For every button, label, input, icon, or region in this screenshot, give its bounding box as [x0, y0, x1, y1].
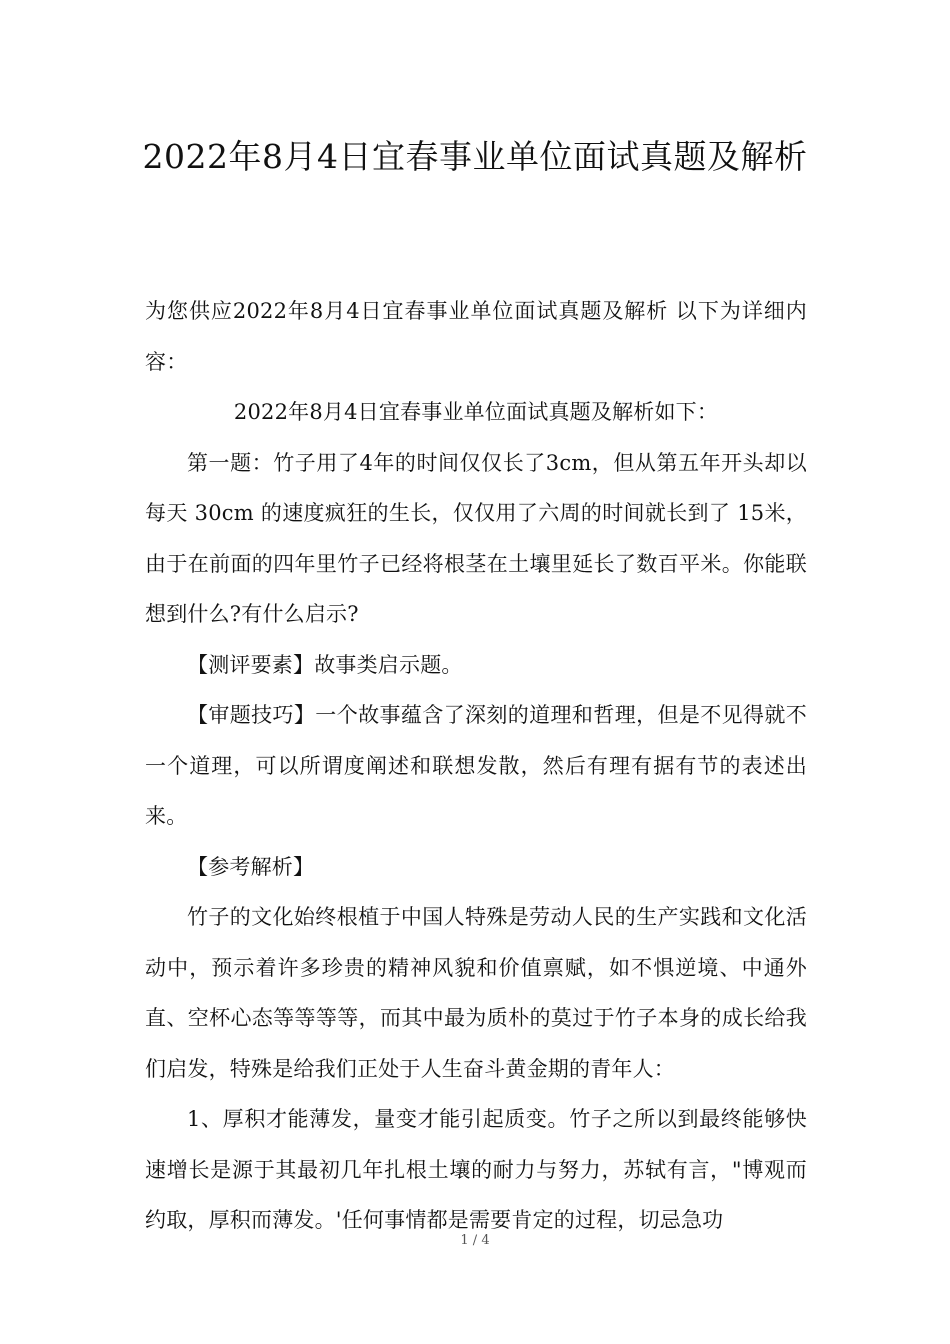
question-paragraph: 第一题：竹子用了4年的时间仅仅长了3cm，但从第五年开头却以每天 30cm 的速度疯狂的生长，仅仅用了六周的时间就长到了 15米，由于在前面的四年里竹子已经将根茎在土壤里延长了数百平米。你能联想到什么?有什么启示? — [145, 450, 807, 626]
intro-paragraph: 为您供应2022年8月4日宜春事业单位面试真题及解析 以下为详细内容： — [145, 299, 807, 374]
technique-paragraph: 【审题技巧】一个故事蕴含了深刻的道理和哲理，但是不见得就不一个道理，可以所谓度阐述和联想发散，然后有理有据有节的表述出来。 — [145, 703, 807, 828]
subheading-paragraph: 2022年8月4日宜春事业单位面试真题及解析如下： — [233, 400, 719, 424]
reference-heading: 【参考解析】 — [187, 854, 315, 879]
document-title: 2022年8月4日宜春事业单位面试真题及解析 — [142, 137, 808, 176]
evaluation-paragraph: 【测评要素】故事类启示题。 — [187, 652, 463, 677]
document-body — [145, 286, 807, 1246]
page-number: 1 / 4 — [460, 1233, 490, 1248]
point-one-paragraph: 1、厚积才能薄发，量变才能引起质变。竹子之所以到最终能够快速增长是源于其最初几年扎根土壤的耐力与努力，苏轼有言，"博观而约取，厚积而薄发。'任何事情都是需要肯定的过程，切忌急功 — [145, 1107, 807, 1232]
analysis-paragraph: 竹子的文化始终根植于中国人特殊是劳动人民的生产实践和文化活动中，预示着许多珍贵的精神风貌和价值禀赋，如不惧逆境、中通外直、空杯心态等等等等，而其中最为质朴的莫过于竹子本身的成长给我们启发，特殊是给我们正处于人生奋斗黄金期的青年人： — [145, 905, 807, 1081]
